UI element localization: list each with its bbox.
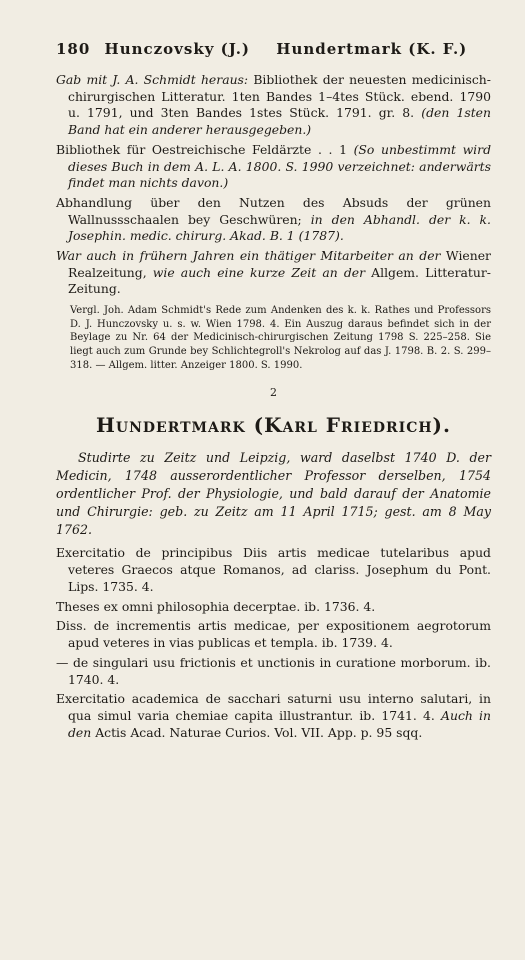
entry-italic-note: wie auch eine kurze Zeit an der	[146, 264, 366, 280]
page-number: 180	[56, 40, 91, 58]
entry-text: Wiener Realzeitung,	[68, 248, 491, 280]
entry-italic-lead: War auch in frühern Jahren ein thätiger Mitarbeiter an der	[56, 248, 441, 264]
work-entry	[56, 691, 491, 741]
entry-text: Exercitatio academica de sacchari saturni usu interno salutari, in qua simul varia chemiae capita illustrantur. ib. 1741. 4.	[56, 691, 491, 724]
entry-text-tail: Actis Acad. Naturae Curios. Vol. VII. App. p. 95 sqq.	[91, 725, 423, 741]
reference-note: Vergl. Joh. Adam Schmidt's Rede zum Andenken des k. k. Rathes und Professors D. J. Hunczovsky u. s. w. Wien 1798. 4. Ein Auszug daraus befindet sich in der Beylage zu Nr. 64 der Medicinisch-chirurgischen Zeitung 1798 S. 225–258. Sie liegt auch zum Grunde bey Schlichtegroll's Nekrolog auf das J. 1798. B. 2. S. 299–318. — Allgem. litter. Anzeiger 1800. S. 1990.	[70, 305, 491, 371]
running-head-right: Hundertmark (K. F.)	[276, 40, 468, 58]
bibliography-entry	[56, 142, 491, 192]
work-entry: Theses ex omni philosophia decerptae. ib. 1736. 4.	[56, 598, 376, 614]
bibliography-entry	[56, 248, 491, 298]
work-entry: Diss. de incrementis artis medicae, per expositionem aegrotorum apud veteres in vias publicas et templa. ib. 1739. 4.	[56, 618, 491, 651]
entry-italic-note: (den 1sten Band hat ein anderer herausgegeben.)	[68, 105, 491, 138]
entry-italic-note: (So unbestimmt wird dieses Buch in dem A. L. A. 1800. S. 1990 verzeichnet: anderwärts findet man nichts davon.)	[68, 141, 491, 191]
entry-heading: Hundertmark (Karl Friedrich).	[96, 413, 451, 438]
bibliography-entry	[56, 195, 491, 245]
work-entry: — de singulari usu frictionis et unctionis in curatione morborum. ib. 1740. 4.	[56, 654, 491, 687]
entry-text-tail: Allgem. Litteratur-Zeitung.	[68, 264, 491, 297]
entry-text: Abhandlung über den Nutzen des Absuds der grünen Wallnussschaalen bey Geschwüren;	[56, 194, 491, 227]
running-head-left: Hunczovsky (J.)	[104, 40, 251, 58]
entry-text: Bibliothek der neuesten medicinisch-chirurgischen Litteratur. 1ten Bandes 1–4tes Stück. ebend. 1790 u. 1791, und 3ten Bandes 1stes Stück. 1791. gr. 8.	[68, 72, 491, 121]
entry-italic-lead: Gab mit J. A. Schmidt heraus:	[56, 72, 249, 87]
running-head	[56, 40, 491, 58]
work-entry: Exercitatio de principibus Diis artis medicae tutelaribus apud veteres Graecos atque Romanos, ad clariss. Josephum du Pont. Lips. 1735. 4.	[56, 545, 491, 594]
bibliography-entry	[56, 72, 491, 139]
entry-italic-note: Auch in den	[68, 708, 491, 741]
biography: Studirte zu Zeitz und Leipzig, ward daselbst 1740 D. der Medicin, 1748 ausserordentlicher Professor derselben, 1754 ordentlicher Prof. der Physiologie, und bald darauf der Anatomie und Chirurgie: geb. zu Zeitz am 11 April 1715; gest. am 8 May 1762.	[56, 450, 491, 538]
entry-text: Bibliothek für Oestreichische Feldärzte . . 1	[56, 141, 347, 157]
entry-italic-note: in den Abhandl. der k. k. Josephin. medic. chirurg. Akad. B. 1 (1787).	[68, 211, 491, 244]
works-list	[56, 545, 491, 742]
signature-mark: 2	[270, 386, 277, 400]
